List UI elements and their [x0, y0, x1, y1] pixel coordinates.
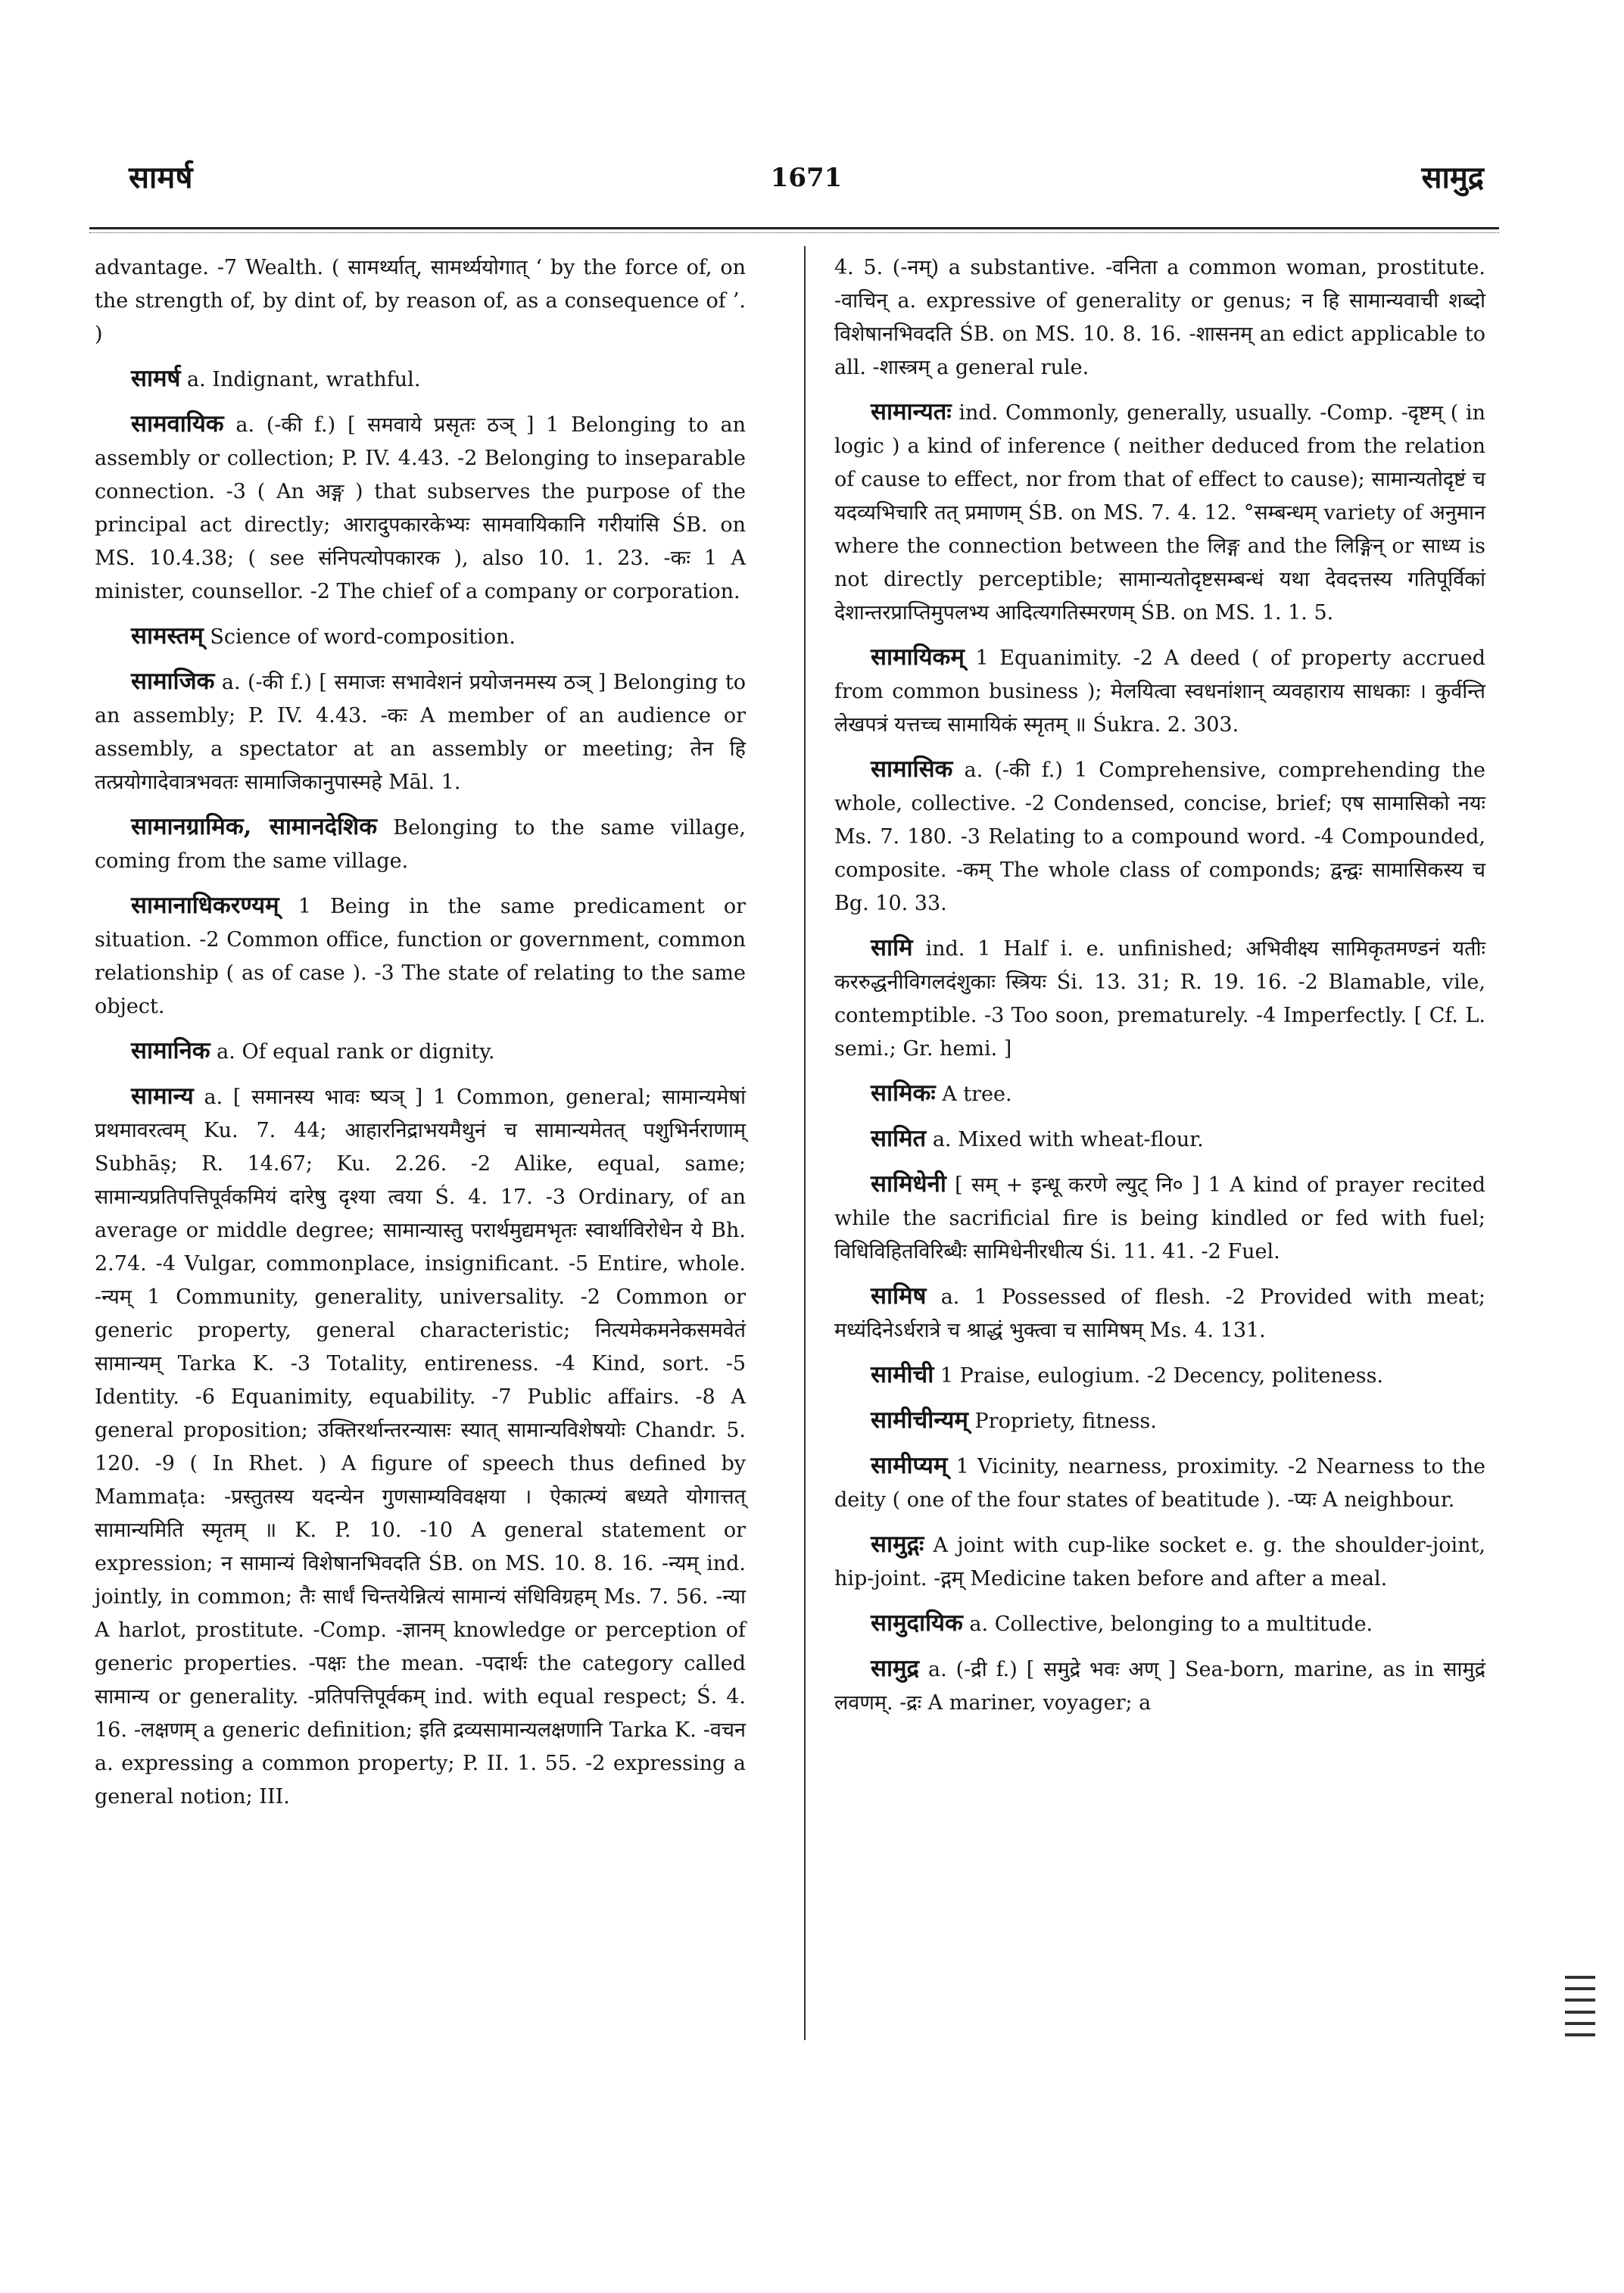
entry-definition: a. [ समानस्य भावः ष्यञ् ] 1 Common, general; सामान्यमेषां प्रथमावरत्वम् Ku. 7. 44; आहारनिद्राभयमैथुनं च सामान्यमेतत् पशुभिर्नराणाम् Subhāṣ; R. 14.67; Ku. 2.26. -2 Alike, equal, same; सामान्यप्रतिपत्तिपूर्वकमियं दारेषु दृश्या त्वया Ś. 4. 17. -3 Ordinary, of an average or middle degree; सामान्यास्तु परार्थमुद्यमभृतः स्वार्थाविरोधेन ये Bh. 2.74. -4 Vulgar, commonplace, insignificant. -5 Entire, whole. -न्यम् 1 Community, generality, universality. -2 Common or generic property, general characteristic; नित्यमेकमनेकसमवेतं सामान्यम् Tarka K. -3 Totality, entireness. -4 Kind, sort. -5 Identity. -6 Equanimity, equability. -7 Public affairs. -8 A general proposition; उक्तिरर्थान्तरन्यासः स्यात् सामान्यविशेषयोः Chandr. 5. 120. -9 ( In Rhet. ) A figure of speech thus defined by Mammaṭa: -प्रस्तुतस्य यदन्येन गुणसाम्यविवक्षया । ऐकात्म्यं बध्यते योगात्तत् सामान्यमिति स्मृतम् ॥ K. P. 10. -10 A general statement or expression; न सामान्यं विशेषानभिवदति ŚB. on MS. 10. 8. 16. -न्यम् ind. jointly, in common; तैः सार्धं चिन्तयेन्नित्यं सामान्यं संधिविग्रहम् Ms. 7. 56. -न्या A harlot, prostitute. -Comp. -ज्ञानम् knowledge or perception of generic properties. -पक्षः the mean. -पदार्थः the category called सामान्य or generality. -प्रतिपत्तिपूर्वकम् ind. with equal respect; Ś. 4. 16. -लक्षणम् a generic definition; इति द्रव्यसामान्यलक्षणानि Tarka K. -वचन a. expressing a common property; P. II. 1. 55. -2 expressing a general notion; III. [95, 1086, 746, 1809]
entry-headword: सामुद्गः [871, 1531, 924, 1558]
entry-headword: सामीची [871, 1361, 934, 1388]
header-guide-word-right: सामुद्र [1421, 160, 1484, 195]
entry [834, 931, 1485, 1066]
page-edge-thumb-mark [1565, 1976, 1595, 2036]
entry-definition: a. 1 Possessed of flesh. -2 Provided with meat; मध्यंदिनेऽर्धरात्रे च श्राद्धं भुक्त्वा च सामिषम् Ms. 4. 131. [834, 1285, 1485, 1342]
header-guide-word-left: सामर्ष [129, 160, 193, 195]
entry-headword: सामिकः [871, 1080, 936, 1107]
entry-continuation: advantage. -7 Wealth. ( सामर्थ्यात्, सामर्थ्ययोगात् ‘ by the force of, on the strength of, by dint of, by reason of, as a consequence of ’. ) [95, 256, 746, 346]
entry-headword: सामान्य [131, 1083, 194, 1110]
entry [834, 1606, 1485, 1641]
entry-headword: सामान्यतः [871, 398, 952, 425]
page-header [114, 155, 1499, 208]
entry-definition: A tree. [935, 1083, 1012, 1106]
entry-definition: a. Indignant, wrathful. [180, 368, 421, 391]
entry-definition: [ सम् + इन्धू करणे ल्युट् नि० ] 1 A kind of prayer recited while the sacrificial fire is being kindled or fed with fuel; विधिविहितविरिब्धैः सामिधेनीरधीत्य Śi. 11. 41. -2 Fuel. [834, 1173, 1485, 1263]
entry-definition: a. (-की f.) [ समाजः सभावेशनं प्रयोजनमस्य ठञ् ] Belonging to an assembly; P. IV. 4.43. -कः A member of an audience or assembly, a spectator at an assembly or meeting; तेन हि तत्प्रयोगादेवात्रभवतः सामाजिकानुपास्महे Māl. 1. [95, 671, 746, 794]
entry-headword: सामिष [871, 1282, 927, 1310]
entry-definition: Belonging to the same village, coming from the same village. [95, 816, 746, 873]
entry [834, 1404, 1485, 1438]
entry [834, 1652, 1485, 1720]
entry [95, 810, 746, 878]
entry-headword: सामीप्यम् [871, 1452, 948, 1479]
entry-definition: a. Of equal rank or dignity. [210, 1040, 495, 1064]
entry-definition: a. (-की f.) 1 Comprehensive, comprehending the whole, collective. -2 Condensed, concise, brief; एष सामासिको नयः Ms. 7. 180. -3 Relating to a compound word. -4 Compounded, composite. -कम् The whole class of componds; द्वन्द्वः सामासिकस्य च Bg. 10. 33. [834, 759, 1485, 915]
entry [95, 407, 746, 609]
entry [95, 362, 746, 397]
entry [834, 1076, 1485, 1111]
right-column [834, 250, 1485, 1731]
entry [834, 1449, 1485, 1517]
entry [834, 1358, 1485, 1393]
entry [834, 395, 1485, 630]
entry [95, 1080, 746, 1814]
entry-definition: ind. Commonly, generally, usually. -Comp. -दृष्टम् ( in logic ) a kind of inference ( neither deduced from the relation of cause to effect, nor from that of effect to cause); सामान्यतोदृष्टं च यदव्यभिचारि तत् प्रमाणम् ŚB. on MS. 7. 4. 12. °सम्बन्धम् variety of अनुमान where the connection between the लिङ्ग and the लिङ्गिन् or साध्य is not directly perceptible; सामान्यतोदृष्टसम्बन्धं यथा देवदत्तस्य गतिपूर्विकां देशान्तरप्राप्तिमुपलभ्य आदित्यगतिस्मरणम् ŚB. on MS. 1. 1. 5. [834, 401, 1485, 625]
entry-definition: 1 Vicinity, nearness, proximity. -2 Nearness to the deity ( one of the four states of beatitude ). -प्यः A neighbour. [834, 1455, 1485, 1512]
entry-headword: सामस्तम् [131, 622, 204, 650]
entry [834, 1528, 1485, 1596]
entry-definition: a. Collective, belonging to a multitude. [962, 1612, 1373, 1636]
column-divider [804, 246, 806, 2040]
entry-headword: सामित [871, 1125, 927, 1152]
entry-definition: Science of word-composition. [203, 625, 516, 649]
entry-definition: Propriety, fitness. [968, 1410, 1157, 1433]
entry-headword: सामायिकम् [871, 643, 965, 671]
entry-headword: सामानिक [131, 1037, 210, 1064]
entry-headword: सामवायिक [131, 410, 224, 438]
entry-headword: सामानग्रामिक, सामानदेशिक [131, 813, 378, 840]
entry [834, 1167, 1485, 1269]
entry-headword: सामाजिक [131, 668, 215, 695]
entry-headword: सामुद्र [871, 1655, 919, 1682]
entry-headword: सामीचीन्यम् [871, 1407, 968, 1434]
header-rule [89, 227, 1499, 229]
entry [834, 1279, 1485, 1347]
entry [834, 640, 1485, 742]
entry [95, 665, 746, 799]
entry-continuation: 4. 5. (-नम्) a substantive. -वनिता a common woman, prostitute. -वाचिन् a. expressive of generality or genus; न हि सामान्यवाची शब्दो विशेषानभिवदति ŚB. on MS. 10. 8. 16. -शासनम् an edict applicable to all. -शास्त्रम् a general rule. [834, 256, 1485, 379]
entry [95, 1034, 746, 1069]
entry-definition: a. Mixed with wheat-flour. [926, 1128, 1204, 1151]
entry-headword: सामुदायिक [871, 1609, 963, 1637]
header-rule-dotted [89, 232, 1499, 233]
entry-definition: A joint with cup-like socket e. g. the shoulder-joint, hip-joint. -द्गम् Medicine taken before and after a meal. [834, 1534, 1485, 1590]
entry [834, 752, 1485, 921]
left-column [95, 250, 746, 1824]
entry-definition: 1 Praise, eulogium. -2 Decency, politeness. [934, 1364, 1384, 1388]
entry-headword: सामानाधिकरण्यम् [131, 892, 279, 919]
entry-definition: 1 Being in the same predicament or situation. -2 Common office, function or government, common relationship ( as of case ). -3 The state of relating to the same object. [95, 895, 746, 1018]
entry [834, 1122, 1485, 1157]
page-number: 1671 [770, 163, 843, 193]
entry [95, 889, 746, 1023]
entry-headword: सामर्ष [131, 365, 181, 392]
entry-definition: a. (-की f.) [ समवाये प्रसृतः ठञ् ] 1 Belonging to an assembly or collection; P. IV. 4.43. -2 Belonging to inseparable connection. -3 ( An अङ्ग ) that subserves the purpose of the principal act directly; आरादुपकारकेभ्यः सामवायिकानि गरीयांसि ŚB. on MS. 10.4.38; ( see संनिपत्योपकारक ), also 10. 1. 23. -कः 1 A minister, counsellor. -2 The chief of a company or corporation. [95, 413, 746, 603]
entry-definition: 1 Equanimity. -2 A deed ( of property accrued from common business ); मेलयित्वा स्वधनांशान् व्यवहाराय साधकाः । कुर्वन्ति लेखपत्रं यत्तच्च सामायिकं स्मृतम् ॥ Śukra. 2. 303. [834, 646, 1485, 737]
entry-headword: सामासिक [871, 756, 953, 783]
entry-headword: सामि [871, 934, 913, 961]
entry-definition: ind. 1 Half i. e. unfinished; अभिवीक्ष्य सामिकृतमण्डनं यतीः कररुद्धनीविगलदंशुकाः स्त्रियः Śi. 13. 31; R. 19. 16. -2 Blamable, vile, contemptible. -3 Too soon, prematurely. -4 Imperfectly. [ Cf. L. semi.; Gr. hemi. ] [834, 937, 1485, 1061]
entry-definition: a. (-द्री f.) [ समुद्रे भवः अण् ] Sea-born, marine, as in सामुद्रं लवणम्. -द्रः A mariner, voyager; a [834, 1658, 1485, 1715]
entry [95, 619, 746, 654]
entry-headword: सामिधेनी [871, 1170, 946, 1198]
